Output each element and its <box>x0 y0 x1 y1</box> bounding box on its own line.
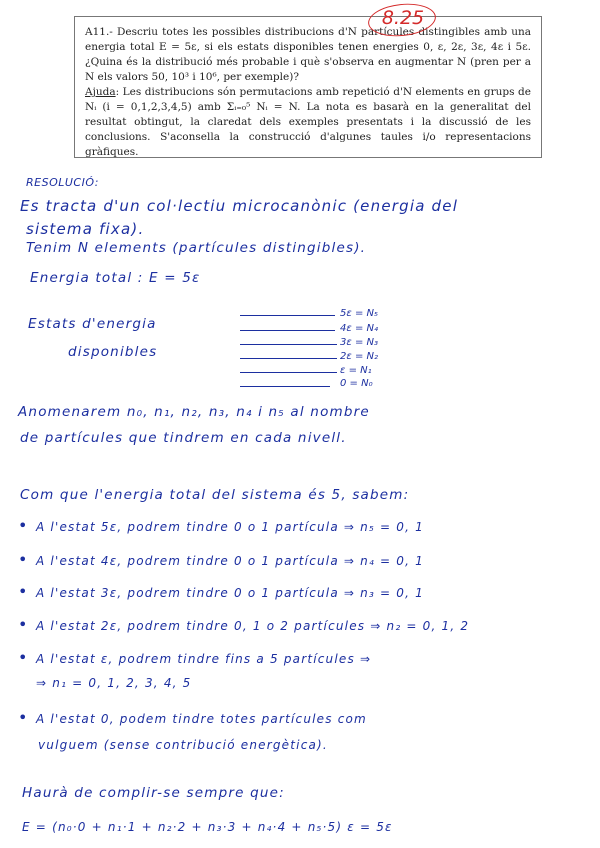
level-line-3e <box>240 344 337 345</box>
solution-line-5: Anomenarem n₀, n₁, n₂, n₃, n₄ i n₅ al nombre <box>18 404 370 420</box>
level-label-5e: 5ε = N₅ <box>340 308 378 319</box>
bullet-0-continuation: vulguem (sense contribució energètica). <box>38 738 328 752</box>
solution-line-6: de partícules que tindrem en cada nivell. <box>20 430 347 446</box>
bullet-3e: A l'estat 3ε, podrem tindre 0 o 1 partícula ⇒ n₃ = 0, 1 <box>36 586 424 600</box>
help-text: : Les distribucions són permutacions amb repetició d'N elements en grups de Nᵢ (i = 0,1,2,3,4,5) amb Σᵢ₌₀⁵ Nᵢ = N. La nota es basarà en la generalitat del resultat obtingut, la claredat dels exemples presentats i la discussió de les conclusions. S'aconsella la construcció d'algunes taules i/o representacions gràfiques. <box>85 86 531 158</box>
help-label: Ajuda <box>85 86 116 98</box>
level-line-4e <box>240 330 335 331</box>
states-label-2: disponibles <box>68 344 158 360</box>
bullet-marker: • <box>18 648 28 667</box>
level-line-5e <box>240 315 335 316</box>
bullet-0: A l'estat 0, podem tindre totes partícules com <box>36 712 367 726</box>
bullet-marker: • <box>18 708 28 727</box>
level-label-2e: 2ε = N₂ <box>340 351 378 362</box>
states-label-1: Estats d'energia <box>28 316 157 332</box>
bullet-marker: • <box>18 615 28 634</box>
bullet-1e-continuation: ⇒ n₁ = 0, 1, 2, 3, 4, 5 <box>36 676 192 690</box>
bullet-marker: • <box>18 516 28 535</box>
bullet-5e: A l'estat 5ε, podrem tindre 0 o 1 partícula ⇒ n₅ = 0, 1 <box>36 520 424 534</box>
level-label-3e: 3ε = N₃ <box>340 337 378 348</box>
bullet-2e: A l'estat 2ε, podrem tindre 0, 1 o 2 partícules ⇒ n₂ = 0, 1, 2 <box>36 619 470 633</box>
level-label-1e: ε = N₁ <box>340 365 372 376</box>
grade-mark: 8.25 <box>381 7 425 29</box>
solution-line-7: Com que l'energia total del sistema és 5, sabem: <box>20 487 410 503</box>
problem-statement: A11.- Descriu totes les possibles distribucions d'N partícules distingibles amb una energia total E = 5ε, si els estats disponibles tenen energies 0, ε, 2ε, 3ε, 4ε i 5ε. ¿Quina és la distribució més probable i què s'observa en augmentar N (pren per a N els valors 50, 10³ i 10⁶, per exemple)? <box>85 26 531 83</box>
bullet-marker: • <box>18 582 28 601</box>
level-line-1e <box>240 372 337 373</box>
solution-heading: RESOLUCIÓ: <box>26 176 99 189</box>
problem-help <box>85 85 531 160</box>
solution-line-1: Es tracta d'un col·lectiu microcanònic (energia del <box>20 197 459 215</box>
solution-line-4: Energia total : E = 5ε <box>30 270 201 286</box>
bullet-marker: • <box>18 550 28 569</box>
energy-equation: E = (n₀·0 + n₁·1 + n₂·2 + n₃·3 + n₄·4 + n₅·5) ε = 5ε <box>22 820 393 834</box>
problem-statement-box <box>74 16 542 158</box>
level-label-0: 0 = N₀ <box>340 378 373 389</box>
bullet-1e: A l'estat ε, podrem tindre fins a 5 partícules ⇒ <box>36 652 372 666</box>
solution-line-2: sistema fixa). <box>26 220 145 238</box>
level-line-0 <box>240 386 330 387</box>
solution-line-3: Tenim N elements (partícules distingibles). <box>26 240 367 256</box>
level-label-4e: 4ε = N₄ <box>340 323 378 334</box>
solution-line-8: Haurà de complir-se sempre que: <box>22 785 285 801</box>
level-line-2e <box>240 358 337 359</box>
bullet-4e: A l'estat 4ε, podrem tindre 0 o 1 partícula ⇒ n₄ = 0, 1 <box>36 554 424 568</box>
